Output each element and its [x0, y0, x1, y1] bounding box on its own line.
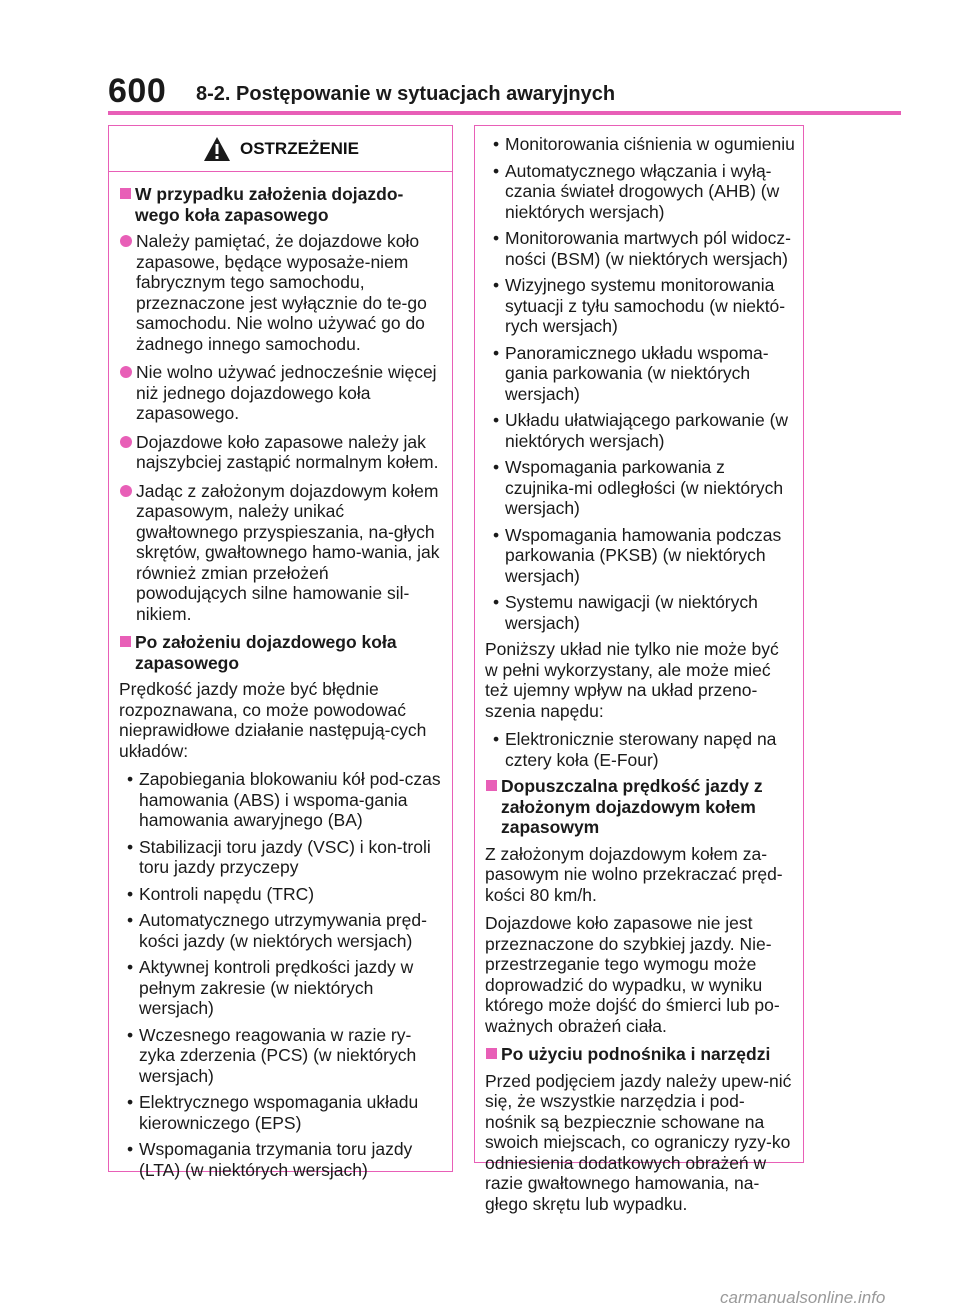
list-item: • Wspomagania parkowania z czujnika-mi odległości (w niektórych wersjach)	[493, 457, 784, 518]
list-item: • Stabilizacji toru jazdy (VSC) i kon-troli toru jazdy przyczepy	[127, 836, 431, 877]
warning-bullet: Dojazdowe koło zapasowe należy jak najszybciej zastąpić normalnym kołem.	[119, 432, 444, 473]
list-item: • Monitorowania martwych pól widocz-ności (BSM) (w niektórych wersjach)	[493, 228, 791, 269]
list-item: • Systemu nawigacji (w niektórych wersjach)	[493, 592, 758, 633]
list-item: • Elektrycznego wspomagania układu kierowniczego (EPS)	[127, 1092, 419, 1133]
section-heading: Po założeniu dojazdowego koła zapasowego	[119, 632, 444, 673]
list-item: • Kontroli napędu (TRC)	[127, 883, 315, 904]
warning-box-continued	[474, 125, 804, 1214]
square-bullet-icon	[486, 780, 497, 791]
warning-title-bar	[109, 126, 452, 172]
section-heading: Po użyciu podnośnika i narzędzi	[485, 1044, 795, 1065]
paragraph: Prędkość jazdy może być błędnie rozpoznawana, co może powodować nieprawidłowe działanie następują-cych układów:	[119, 679, 427, 761]
paragraph: Przed podjęciem jazdy należy upew-nić się, że wszystkie narzędzia i pod-nośnik są bezpiecznie schowane na swoich miejscach, co ograniczy ryzy-ko odniesienia dodatkowych obrażeń w razie gwałtownego hamowania, na-głego skrętu lub wypadku.	[485, 1070, 792, 1214]
circle-bullet-icon	[120, 366, 132, 378]
square-bullet-icon	[120, 188, 131, 199]
list-item: • Automatycznego włączania i wyłą-czania świateł drogowych (AHB) (w niektórych wersjach)	[493, 160, 780, 222]
list-item: • Wczesnego reagowania w razie ry-zyka zderzenia (PCS) (w niektórych wersjach)	[127, 1024, 417, 1086]
paragraph: Dojazdowe koło zapasowe nie jest przeznaczone do szybkiej jazdy. Nie-przestrzeganie tego wymogu może doprowadzić do wypadku, w wyniku którego może dojść do śmierci lub po-ważnych obrażeń ciała.	[485, 913, 780, 1036]
warning-bullet: Jadąc z założonym dojazdowym kołem zapasowym, należy unikać gwałtownego przyspieszania, na-głych skrętów, gwałtownego hamo-wania, jak również zmian przełożeń powodujących silne hamowanie sil-nikiem.	[119, 481, 444, 625]
header-divider	[108, 111, 901, 115]
watermark-text: carmanualsonline.info	[720, 1288, 886, 1307]
warning-bullet: Należy pamiętać, że dojazdowe koło zapasowe, będące wyposaże-niem fabrycznym tego samochodu, przeznaczone jest wyłącznie do te-go samochodu. Nie wolno używać go do żadnego innego samochodu.	[119, 231, 444, 354]
warning-box	[108, 125, 453, 1180]
warning-triangle-icon	[202, 135, 232, 163]
list-item: • Wspomagania trzymania toru jazdy (LTA) (w niektórych wersjach)	[127, 1139, 413, 1180]
list-item: • Elektronicznie sterowany napęd na cztery koła (E-Four)	[493, 729, 777, 770]
list-item: • Automatycznego utrzymywania pręd-kości jazdy (w niektórych wersjach)	[127, 910, 427, 951]
list-item: • Monitorowania ciśnienia w ogumieniu	[493, 134, 795, 154]
paragraph: Poniższy układ nie tylko nie może być w pełni wykorzystany, ale może mieć też ujemny wpływ na układ przeno-szenia napędu:	[485, 639, 779, 721]
chapter-title: 8-2. Postępowanie w sytuacjach awaryjnych	[196, 83, 616, 105]
page-header	[0, 0, 960, 115]
list-item: • Panoramicznego układu wspoma-gania parkowania (w niektórych wersjach)	[493, 342, 769, 404]
paragraph: Z założonym dojazdowym kołem za-pasowym nie wolno przekraczać pręd-kości 80 km/h.	[485, 843, 783, 905]
list-item: • Wizyjnego systemu monitorowania sytuacji z tyłu samochodu (w niektó-rych wersjach)	[493, 275, 786, 336]
warning-title: OSTRZEŻENIE	[239, 138, 359, 158]
circle-bullet-icon	[120, 235, 132, 247]
page-number: 600	[108, 72, 167, 110]
list-item: • Wspomagania hamowania podczas parkowania (PKSB) (w niektórych wersjach)	[493, 524, 782, 586]
list-item: • Układu ułatwiającego parkowanie (w niektórych wersjach)	[493, 410, 789, 451]
list-item: • Zapobiegania blokowaniu kół pod-czas hamowania (ABS) i wspoma-gania hamowania awaryjnego (BA)	[127, 769, 441, 830]
section-heading: W przypadku założenia dojazdo-wego koła zapasowego	[119, 184, 444, 225]
circle-bullet-icon	[120, 436, 132, 448]
square-bullet-icon	[120, 636, 131, 647]
circle-bullet-icon	[120, 485, 132, 497]
warning-bullet: Nie wolno używać jednocześnie więcej niż jednego dojazdowego koła zapasowego.	[119, 362, 444, 424]
list-item: • Aktywnej kontroli prędkości jazdy w pełnym zakresie (w niektórych wersjach)	[127, 957, 414, 1018]
section-heading: Dopuszczalna prędkość jazdy z założonym dojazdowym kołem zapasowym	[485, 776, 795, 838]
square-bullet-icon	[486, 1048, 497, 1059]
warning-content	[109, 172, 452, 1192]
continued-content	[475, 126, 803, 1228]
